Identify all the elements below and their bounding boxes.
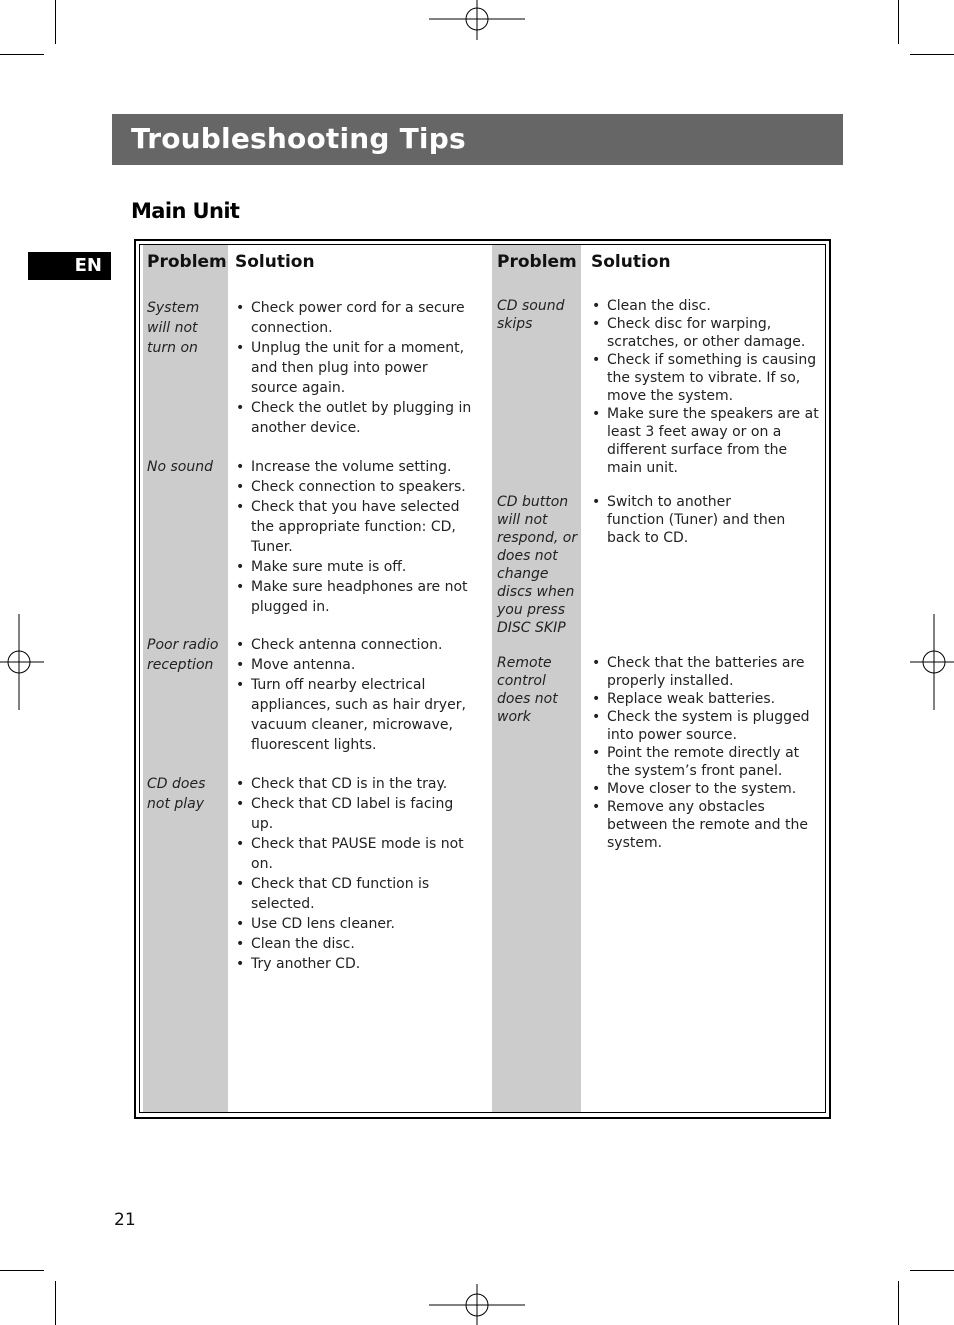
- solution-item: • Clean the disc.: [591, 297, 819, 315]
- page-title: Troubleshooting Tips: [131, 122, 466, 155]
- solution-item: • Check that you have selected the appropriate function: CD, Tuner.: [235, 497, 473, 557]
- solution-item: • Check that CD is in the tray.: [235, 774, 477, 794]
- registration-mark-icon: [0, 614, 44, 710]
- solution-item: • Check connection to speakers.: [235, 477, 473, 497]
- crop-mark: [898, 1281, 899, 1325]
- solution-item: • Check power cord for a secure connection.: [235, 298, 473, 338]
- solution-item: • Make sure the speakers are at least 3 feet away or on a different surface from the main unit.: [591, 405, 819, 477]
- solution-list: [591, 297, 819, 477]
- crop-mark: [0, 54, 44, 55]
- problem-poor-radio-reception: Poor radio reception: [147, 637, 219, 673]
- solution-item: • Clean the disc.: [235, 934, 477, 954]
- solution-item: • Switch to another function (Tuner) and then back to CD.: [591, 493, 791, 547]
- solution-item: • Try another CD.: [235, 954, 477, 974]
- problem-cd-sound-skips: CD sound skips: [497, 298, 565, 332]
- section-title: Main Unit: [131, 199, 240, 223]
- solution-item: • Make sure mute is off.: [235, 557, 473, 577]
- solution-item: • Replace weak batteries.: [591, 690, 819, 708]
- solution-item: • Check that CD label is facing up.: [235, 794, 477, 834]
- solution-list: [235, 457, 473, 617]
- solution-item: • Increase the volume setting.: [235, 457, 473, 477]
- registration-mark-icon: [429, 0, 525, 40]
- solution-header-left: Solution: [235, 252, 315, 272]
- solution-header-right: Solution: [591, 252, 671, 272]
- solution-item: • Check that the batteries are properly installed.: [591, 654, 819, 690]
- solution-item: • Unplug the unit for a moment, and then plug into power source again.: [235, 338, 473, 398]
- solution-item: • Check if something is causing the system to vibrate. If so, move the system.: [591, 351, 819, 405]
- language-tab-label: EN: [74, 255, 102, 276]
- solution-item: • Make sure headphones are not plugged in.: [235, 577, 473, 617]
- solution-item: • Check that PAUSE mode is not on.: [235, 834, 477, 874]
- solution-item: • Move antenna.: [235, 655, 473, 675]
- problem-system-will-not-turn-on: System will not turn on: [147, 300, 200, 356]
- solution-item: • Check antenna connection.: [235, 635, 473, 655]
- problem-column-left: [143, 245, 228, 1112]
- problem-no-sound: No sound: [147, 459, 213, 475]
- problem-remote-control-does-not-work: Remote control does not work: [497, 655, 558, 725]
- solution-list: [235, 298, 473, 438]
- solution-item: • Use CD lens cleaner.: [235, 914, 477, 934]
- solution-list: [235, 774, 477, 974]
- crop-mark: [0, 1270, 44, 1271]
- problem-header-right: Problem: [497, 252, 577, 272]
- solution-item: • Turn off nearby electrical appliances, such as hair dryer, vacuum cleaner, microwave, fluorescent lights.: [235, 675, 473, 755]
- problem-header-left: Problem: [147, 252, 227, 272]
- crop-mark: [910, 1270, 954, 1271]
- solution-list: [591, 493, 791, 547]
- language-tab: [28, 252, 111, 280]
- solution-item: • Point the remote directly at the system’s front panel.: [591, 744, 819, 780]
- solution-item: • Move closer to the system.: [591, 780, 819, 798]
- registration-mark-icon: [910, 614, 954, 710]
- solution-item: • Check disc for warping, scratches, or other damage.: [591, 315, 819, 351]
- solution-item: • Check the outlet by plugging in another device.: [235, 398, 473, 438]
- solution-list: [235, 635, 473, 755]
- problem-cd-button-will-not-respond: CD button will not respond, or does not change discs when you press DISC SKIP: [497, 494, 578, 636]
- registration-mark-icon: [429, 1284, 525, 1325]
- title-bar: [112, 114, 843, 165]
- crop-mark: [55, 0, 56, 44]
- crop-mark: [910, 54, 954, 55]
- page-number: 21: [114, 1210, 136, 1230]
- crop-mark: [898, 0, 899, 44]
- solution-list: [591, 654, 819, 852]
- solution-item: • Check that CD function is selected.: [235, 874, 477, 914]
- crop-mark: [55, 1281, 56, 1325]
- solution-item: • Check the system is plugged into power source.: [591, 708, 819, 744]
- solution-item: • Remove any obstacles between the remote and the system.: [591, 798, 819, 852]
- problem-cd-does-not-play: CD does not play: [147, 776, 206, 812]
